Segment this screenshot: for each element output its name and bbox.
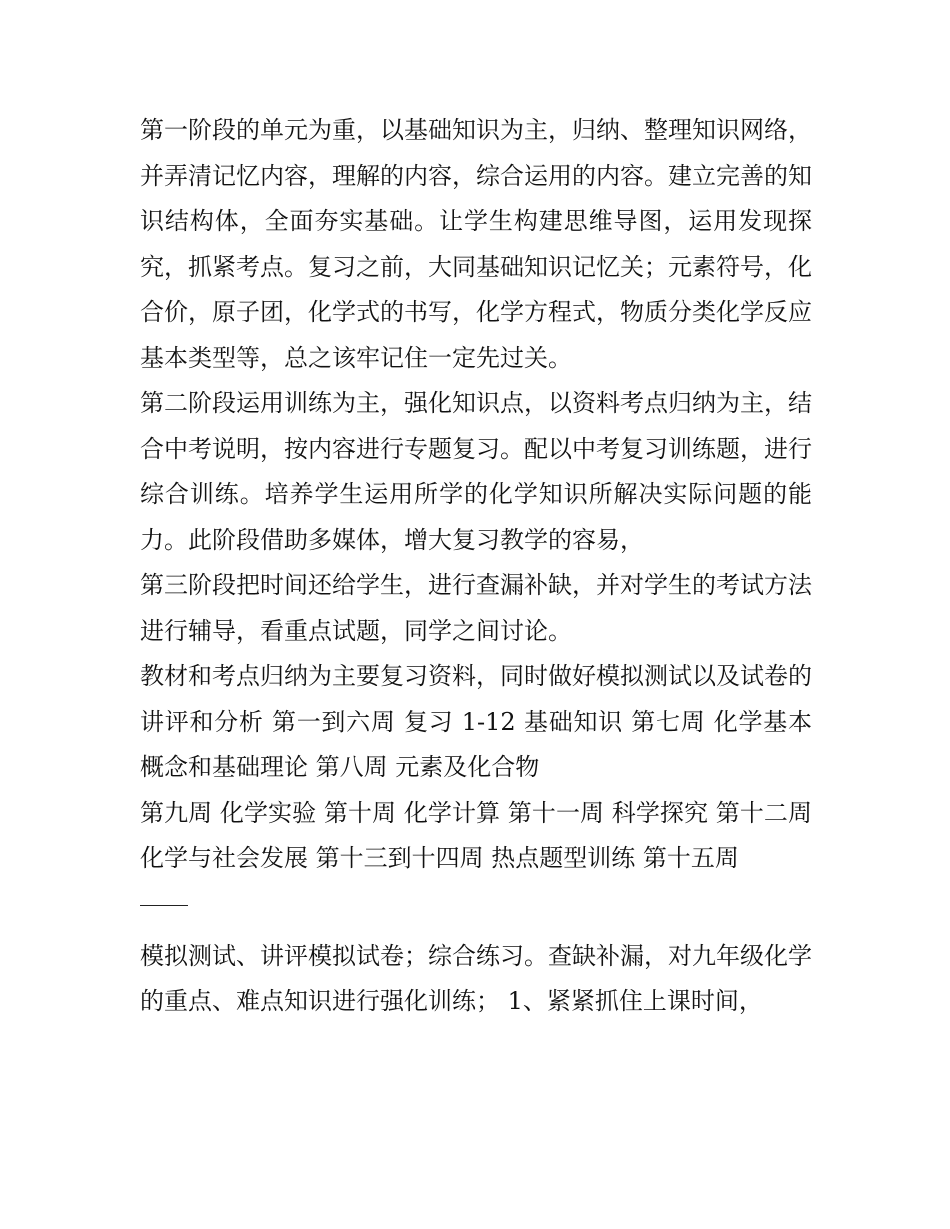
paragraph-stage-three: 第三阶段把时间还给学生，进行查漏补缺，并对学生的考试方法进行辅导，看重点试题，同学之间讨论。 xyxy=(140,571,812,645)
paragraph-materials-schedule: 教材和考点归纳为主要复习资料，同时做好模拟测试以及试卷的讲评和分析 第一到六周 复习 1-12 基础知识 第七周 化学基本概念和基础理论 第八周 元素及化合物 xyxy=(140,662,812,781)
paragraph-stage-two: 第二阶段运用训练为主，强化知识点，以资料考点归纳为主，结合中考说明，按内容进行专题复习。配以中考复习训练题，进行综合训练。培养学生运用所学的化学知识所解决实际问题的能力。此阶段借助多媒体，增大复习教学的容易， xyxy=(140,389,812,554)
paragraph-mock-tests: 模拟测试、讲评模拟试卷；综合练习。查缺补漏，对九年级化学的重点、难点知识进行强化训练； 1、紧紧抓住上课时间， xyxy=(140,941,812,1015)
paragraph-stage-one: 第一阶段的单元为重，以基础知识为主，归纳、整理知识网络，并弄清记忆内容，理解的内容，综合运用的内容。建立完善的知识结构体，全面夯实基础。让学生构建思维导图，运用发现探究，抓紧考点。复习之前，大同基础知识记忆关；元素符号，化合价，原子团，化学式的书写，化学方程式，物质分类化学反应基本类型等，总之该牢记住一定先过关。 xyxy=(140,116,812,372)
paragraph-weekly-schedule: 第九周 化学实验 第十周 化学计算 第十一周 科学探究 第十二周 化学与社会发展 第十三到十四周 热点题型训练 第十五周 xyxy=(140,798,812,872)
separator-line xyxy=(140,905,188,906)
document-page xyxy=(140,108,812,1025)
